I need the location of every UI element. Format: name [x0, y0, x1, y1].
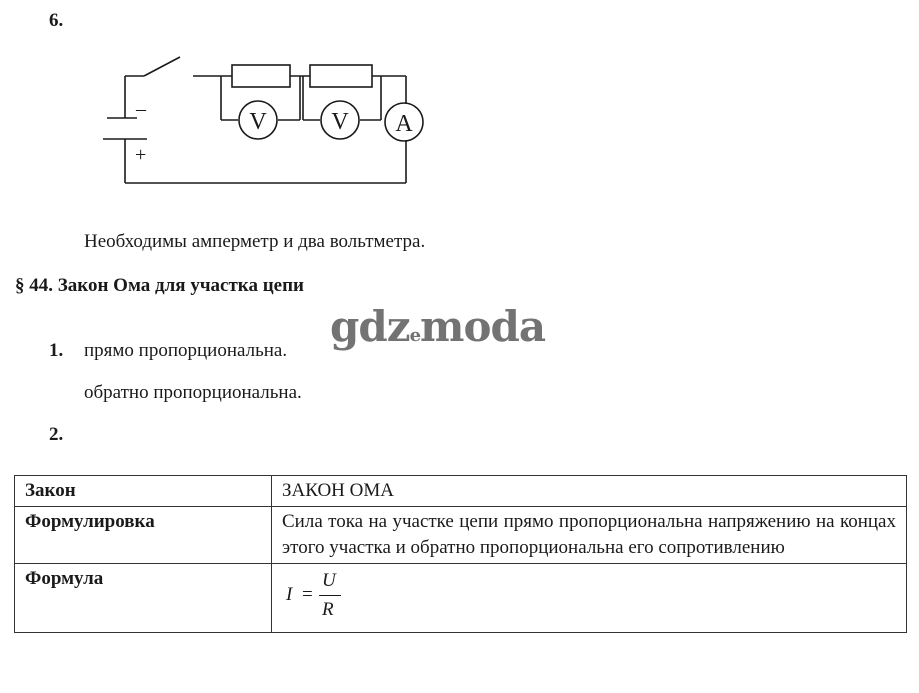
- watermark-text-main: gdz: [330, 302, 410, 351]
- row-value-statement: Сила тока на участке цепи прямо пропорциональна напряжению на концах этого участка и обратно пропорциональна его сопротивлению: [272, 507, 907, 564]
- row-value-formula: [272, 564, 907, 633]
- task-1-number: 1.: [49, 340, 64, 361]
- task-1-answer-1: прямо пропорциональна.: [84, 340, 288, 361]
- resistor-1: [232, 65, 290, 87]
- task-6-number: 6.: [49, 10, 64, 31]
- task-1-answer-2: обратно пропорциональна.: [84, 382, 302, 403]
- formula-equals: =: [302, 584, 313, 605]
- switch-blade: [144, 57, 180, 76]
- watermark-logo: [330, 302, 545, 351]
- battery-minus-sign: –: [136, 98, 146, 120]
- table-row: [15, 564, 907, 633]
- task-2-number: 2.: [49, 424, 64, 445]
- voltmeter-1-label: V: [249, 109, 267, 135]
- formula-lhs: I: [286, 584, 293, 605]
- row-label-law: Закон: [15, 476, 272, 507]
- ammeter-label: A: [395, 111, 413, 137]
- table-row: [15, 507, 907, 564]
- circuit-diagram: [95, 45, 425, 190]
- resistor-2: [310, 65, 372, 87]
- voltmeter-2-label: V: [331, 109, 349, 135]
- task-6-caption: Необходимы амперметр и два вольтметра.: [84, 231, 426, 252]
- row-label-statement: Формулировка: [15, 507, 272, 564]
- table-row: [15, 476, 907, 507]
- section-title: § 44. Закон Ома для участка цепи: [15, 275, 304, 296]
- ohm-formula: [282, 566, 362, 622]
- watermark-text-dot: e: [409, 325, 421, 346]
- battery-plus-sign: +: [135, 144, 147, 166]
- formula-numerator: U: [322, 570, 336, 591]
- row-label-formula: Формула: [15, 564, 272, 633]
- row-value-law: ЗАКОН ОМА: [272, 476, 907, 507]
- formula-denominator: R: [322, 599, 334, 620]
- ohm-law-table: [14, 475, 907, 633]
- formula-fraction-bar: [319, 595, 341, 596]
- watermark-text-tail: moda: [420, 302, 546, 351]
